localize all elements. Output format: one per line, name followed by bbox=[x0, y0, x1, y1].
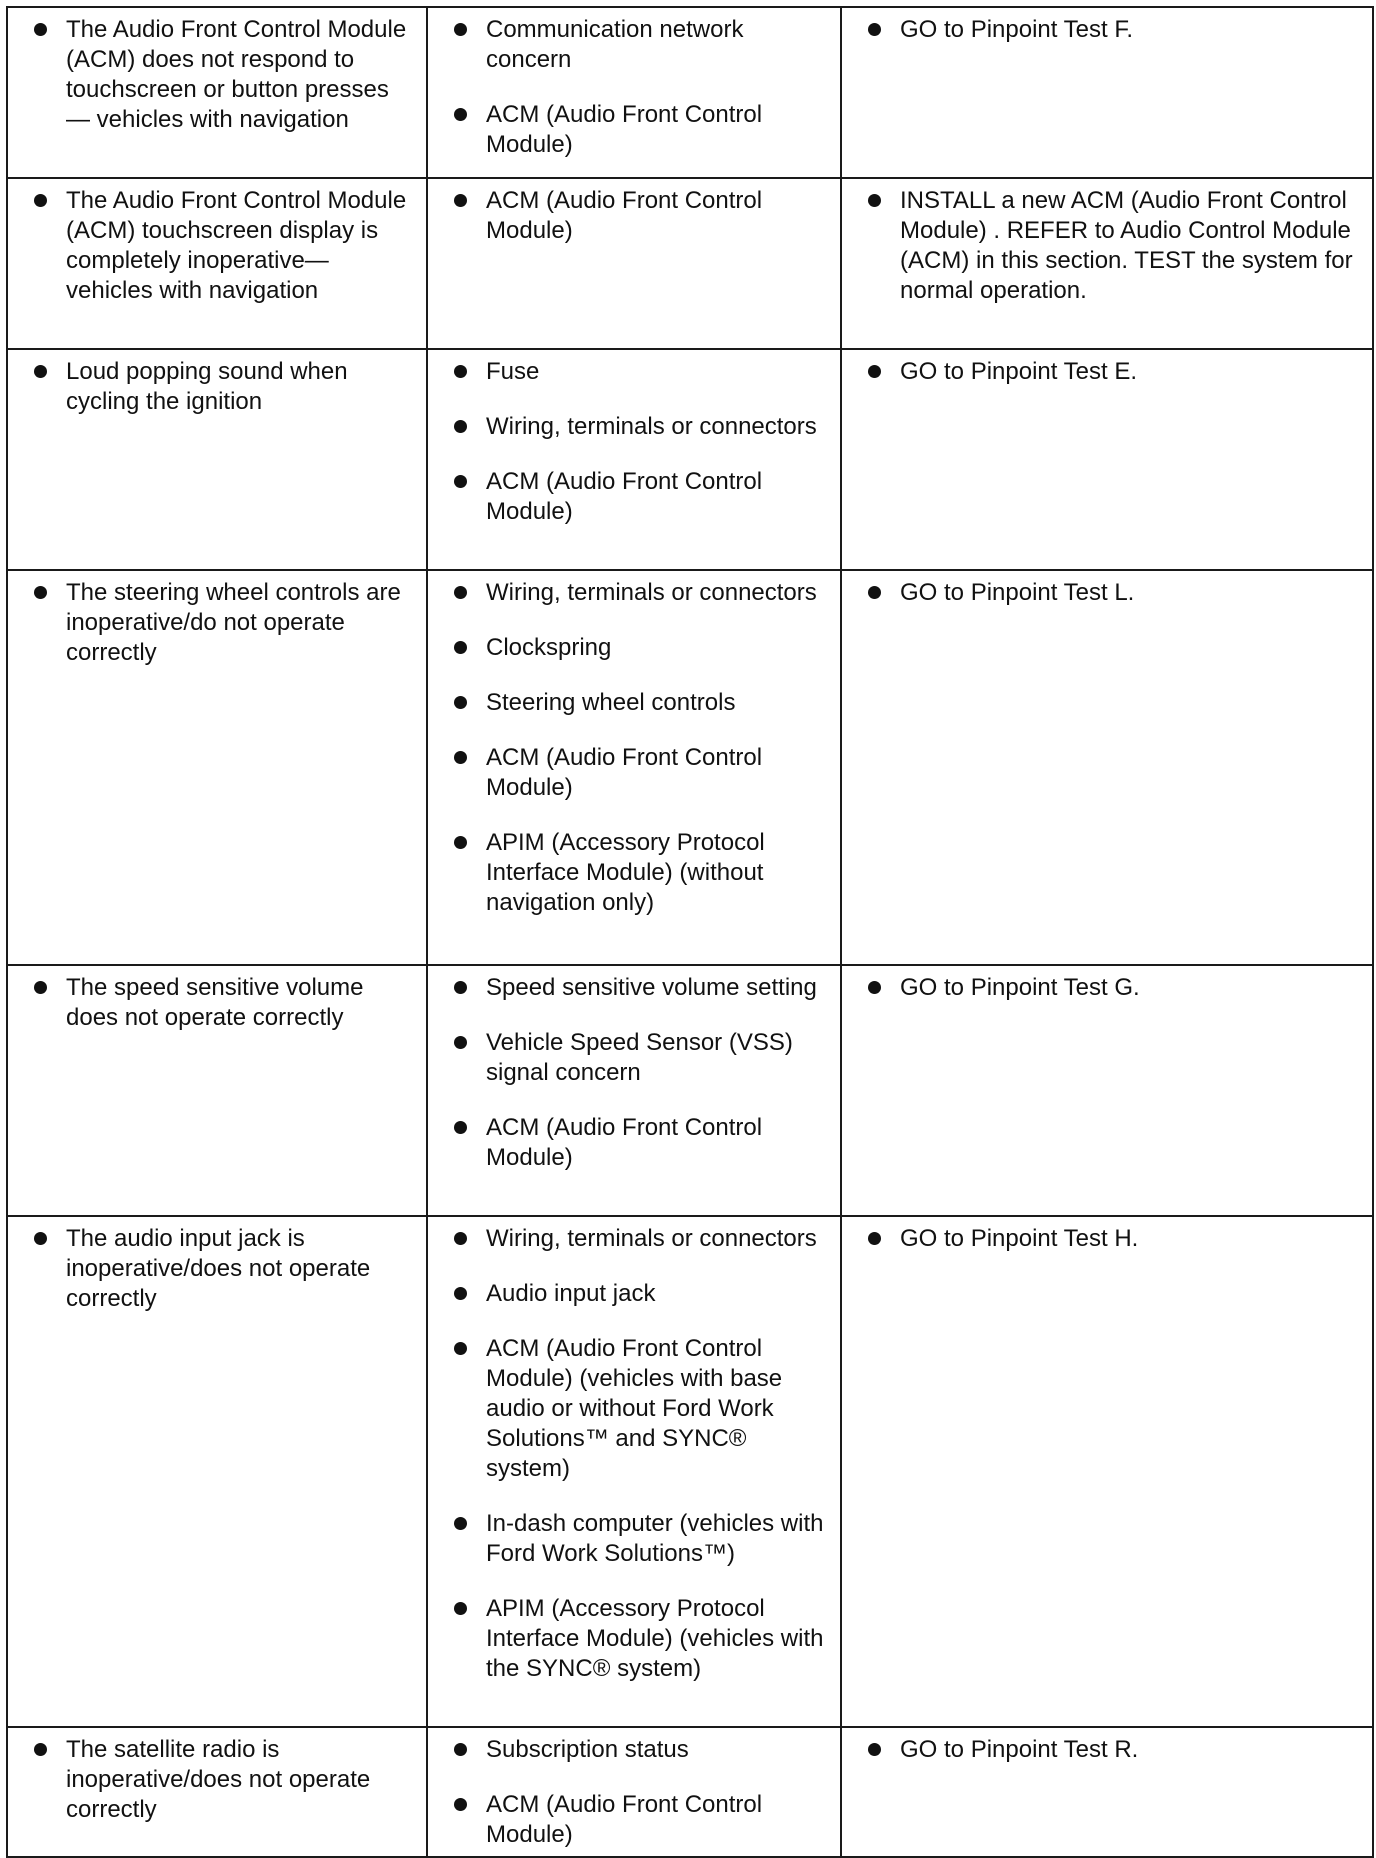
possible-source-cell bbox=[427, 349, 841, 570]
possible-source-cell-list bbox=[452, 15, 826, 160]
list-item bbox=[452, 1113, 826, 1173]
list-item bbox=[866, 15, 1358, 45]
list-item-text: Steering wheel controls bbox=[486, 689, 736, 716]
bullet-icon bbox=[454, 1602, 467, 1615]
possible-source-cell-list bbox=[452, 973, 826, 1173]
table-row bbox=[7, 1216, 1373, 1727]
list-item-text: GO to Pinpoint Test H. bbox=[900, 1225, 1139, 1252]
list-item-text: Wiring, terminals or connectors bbox=[486, 1225, 817, 1252]
list-item bbox=[452, 633, 826, 663]
table-body bbox=[7, 7, 1373, 1857]
symptom-cell-list bbox=[32, 973, 412, 1033]
bullet-icon bbox=[868, 365, 881, 378]
symptom-chart-table bbox=[6, 6, 1374, 1858]
action-cell bbox=[841, 570, 1373, 965]
list-item-text: The steering wheel controls are inoperative/do not operate correctly bbox=[66, 579, 401, 666]
list-item bbox=[452, 15, 826, 75]
list-item bbox=[452, 357, 826, 387]
action-cell bbox=[841, 349, 1373, 570]
table-row bbox=[7, 178, 1373, 349]
symptom-cell bbox=[7, 178, 427, 349]
list-item-text: ACM (Audio Front Control Module) bbox=[486, 187, 763, 244]
bullet-icon bbox=[454, 586, 467, 599]
action-cell bbox=[841, 1216, 1373, 1727]
bullet-icon bbox=[454, 1287, 467, 1300]
symptom-cell-list bbox=[32, 1735, 412, 1825]
list-item bbox=[452, 578, 826, 608]
list-item-text: ACM (Audio Front Control Module) bbox=[486, 1791, 763, 1848]
bullet-icon bbox=[34, 981, 47, 994]
list-item-text: GO to Pinpoint Test G. bbox=[900, 974, 1140, 1001]
list-item-text: Wiring, terminals or connectors bbox=[486, 579, 817, 606]
bullet-icon bbox=[454, 751, 467, 764]
action-cell-list bbox=[866, 578, 1358, 608]
table-row bbox=[7, 965, 1373, 1216]
list-item bbox=[452, 1790, 826, 1850]
bullet-icon bbox=[34, 1232, 47, 1245]
bullet-icon bbox=[868, 194, 881, 207]
list-item-text: The speed sensitive volume does not operate correctly bbox=[66, 974, 364, 1031]
bullet-icon bbox=[454, 981, 467, 994]
list-item bbox=[452, 1735, 826, 1765]
bullet-icon bbox=[454, 475, 467, 488]
list-item bbox=[452, 1509, 826, 1569]
list-item bbox=[32, 15, 412, 135]
list-item bbox=[452, 1334, 826, 1484]
bullet-icon bbox=[454, 836, 467, 849]
bullet-icon bbox=[34, 194, 47, 207]
bullet-icon bbox=[868, 1232, 881, 1245]
possible-source-cell-list bbox=[452, 578, 826, 918]
possible-source-cell bbox=[427, 1216, 841, 1727]
symptom-cell bbox=[7, 7, 427, 178]
bullet-icon bbox=[454, 108, 467, 121]
list-item bbox=[452, 1594, 826, 1684]
action-cell-list bbox=[866, 1735, 1358, 1765]
list-item bbox=[32, 1224, 412, 1314]
action-cell bbox=[841, 965, 1373, 1216]
list-item bbox=[452, 1224, 826, 1254]
bullet-icon bbox=[454, 365, 467, 378]
symptom-cell bbox=[7, 349, 427, 570]
bullet-icon bbox=[454, 1121, 467, 1134]
symptom-cell-list bbox=[32, 186, 412, 306]
symptom-cell-list bbox=[32, 578, 412, 668]
action-cell bbox=[841, 178, 1373, 349]
list-item bbox=[452, 1028, 826, 1088]
bullet-icon bbox=[34, 1743, 47, 1756]
list-item bbox=[32, 1735, 412, 1825]
list-item-text: Clockspring bbox=[486, 634, 612, 661]
list-item-text: Wiring, terminals or connectors bbox=[486, 413, 817, 440]
bullet-icon bbox=[454, 696, 467, 709]
symptom-cell-list bbox=[32, 15, 412, 135]
list-item-text: Fuse bbox=[486, 358, 540, 385]
list-item-text: Subscription status bbox=[486, 1736, 689, 1763]
bullet-icon bbox=[454, 1342, 467, 1355]
list-item-text: APIM (Accessory Protocol Interface Module) (vehicles with the SYNC® system) bbox=[486, 1595, 824, 1682]
bullet-icon bbox=[454, 1798, 467, 1811]
list-item-text: INSTALL a new ACM (Audio Front Control Module) . REFER to Audio Control Module (ACM) in this section. TEST the system for normal operation. bbox=[900, 187, 1353, 304]
list-item bbox=[452, 186, 826, 246]
bullet-icon bbox=[454, 641, 467, 654]
bullet-icon bbox=[454, 1036, 467, 1049]
list-item-text: ACM (Audio Front Control Module) bbox=[486, 101, 763, 158]
bullet-icon bbox=[454, 420, 467, 433]
list-item bbox=[32, 973, 412, 1033]
bullet-icon bbox=[34, 23, 47, 36]
table-row bbox=[7, 349, 1373, 570]
possible-source-cell-list bbox=[452, 1735, 826, 1850]
list-item-text: ACM (Audio Front Control Module) bbox=[486, 744, 763, 801]
action-cell-list bbox=[866, 15, 1358, 45]
list-item bbox=[866, 973, 1358, 1003]
list-item bbox=[452, 1279, 826, 1309]
list-item bbox=[452, 412, 826, 442]
list-item-text: GO to Pinpoint Test F. bbox=[900, 16, 1134, 43]
bullet-icon bbox=[454, 1232, 467, 1245]
possible-source-cell bbox=[427, 570, 841, 965]
list-item bbox=[452, 973, 826, 1003]
symptom-cell-list bbox=[32, 357, 412, 417]
possible-source-cell-list bbox=[452, 1224, 826, 1684]
list-item bbox=[32, 186, 412, 306]
symptom-cell bbox=[7, 1727, 427, 1857]
possible-source-cell-list bbox=[452, 357, 826, 527]
possible-source-cell bbox=[427, 178, 841, 349]
table-row bbox=[7, 1727, 1373, 1857]
list-item bbox=[866, 186, 1358, 306]
list-item bbox=[452, 467, 826, 527]
action-cell bbox=[841, 1727, 1373, 1857]
list-item-text: GO to Pinpoint Test L. bbox=[900, 579, 1135, 606]
possible-source-cell bbox=[427, 1727, 841, 1857]
action-cell-list bbox=[866, 1224, 1358, 1254]
action-cell-list bbox=[866, 357, 1358, 387]
list-item-text: The audio input jack is inoperative/does not operate correctly bbox=[66, 1225, 371, 1312]
list-item bbox=[866, 1735, 1358, 1765]
list-item-text: Communication network concern bbox=[486, 16, 744, 73]
list-item-text: ACM (Audio Front Control Module) bbox=[486, 1114, 763, 1171]
bullet-icon bbox=[454, 23, 467, 36]
list-item-text: Vehicle Speed Sensor (VSS) signal concern bbox=[486, 1029, 793, 1086]
symptom-cell bbox=[7, 1216, 427, 1727]
list-item bbox=[32, 578, 412, 668]
list-item-text: In-dash computer (vehicles with Ford Work Solutions™) bbox=[486, 1510, 824, 1567]
bullet-icon bbox=[868, 23, 881, 36]
list-item-text: Speed sensitive volume setting bbox=[486, 974, 817, 1001]
bullet-icon bbox=[454, 194, 467, 207]
list-item-text: The Audio Front Control Module (ACM) does not respond to touchscreen or button presses— vehicles with navigation bbox=[66, 16, 407, 133]
symptom-cell bbox=[7, 570, 427, 965]
list-item-text: GO to Pinpoint Test R. bbox=[900, 1736, 1139, 1763]
table-row bbox=[7, 7, 1373, 178]
symptom-chart-table-wrapper bbox=[6, 6, 1372, 1858]
list-item bbox=[452, 743, 826, 803]
bullet-icon bbox=[34, 365, 47, 378]
list-item-text: APIM (Accessory Protocol Interface Module) (without navigation only) bbox=[486, 829, 765, 916]
list-item-text: Audio input jack bbox=[486, 1280, 656, 1307]
possible-source-cell bbox=[427, 7, 841, 178]
bullet-icon bbox=[454, 1517, 467, 1530]
list-item bbox=[452, 828, 826, 918]
list-item bbox=[452, 688, 826, 718]
bullet-icon bbox=[868, 981, 881, 994]
action-cell-list bbox=[866, 186, 1358, 306]
bullet-icon bbox=[34, 586, 47, 599]
bullet-icon bbox=[868, 586, 881, 599]
possible-source-cell-list bbox=[452, 186, 826, 246]
table-row bbox=[7, 570, 1373, 965]
list-item bbox=[866, 1224, 1358, 1254]
possible-source-cell bbox=[427, 965, 841, 1216]
action-cell bbox=[841, 7, 1373, 178]
list-item-text: The satellite radio is inoperative/does not operate correctly bbox=[66, 1736, 371, 1823]
bullet-icon bbox=[454, 1743, 467, 1756]
list-item-text: The Audio Front Control Module (ACM) touchscreen display is completely inoperative— vehicles with navigation bbox=[66, 187, 407, 304]
list-item-text: ACM (Audio Front Control Module) (vehicles with base audio or without Ford Work Solutions™ and SYNC® system) bbox=[486, 1335, 783, 1482]
bullet-icon bbox=[868, 1743, 881, 1756]
list-item bbox=[866, 357, 1358, 387]
symptom-cell bbox=[7, 965, 427, 1216]
list-item bbox=[452, 100, 826, 160]
list-item-text: ACM (Audio Front Control Module) bbox=[486, 468, 763, 525]
action-cell-list bbox=[866, 973, 1358, 1003]
list-item bbox=[32, 357, 412, 417]
list-item-text: GO to Pinpoint Test E. bbox=[900, 358, 1138, 385]
symptom-cell-list bbox=[32, 1224, 412, 1314]
list-item-text: Loud popping sound when cycling the ignition bbox=[66, 358, 348, 415]
list-item bbox=[866, 578, 1358, 608]
